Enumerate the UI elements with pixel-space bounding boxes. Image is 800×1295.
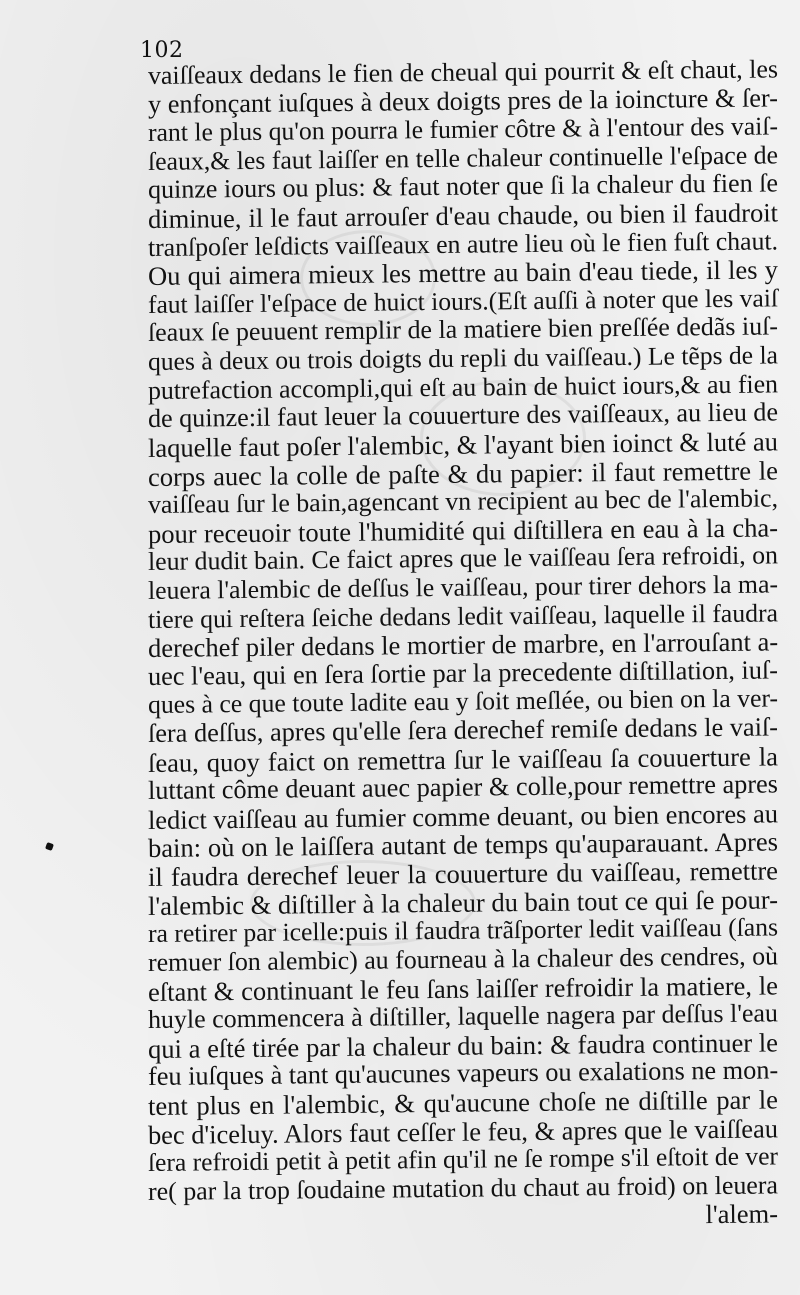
text-line: laquelle faut poſer l'alembic, & l'ayant bien ioinct & luté au (147, 426, 779, 463)
text-line: il faudra derechef leuer la couuerture du vaiſſeau, remettre (147, 855, 779, 893)
catchword: l'alem- (705, 1198, 779, 1230)
text-line: faut laiſſer l'eſpace de huict iours.(Eſt auſſi à noter que les vaiſ (147, 283, 779, 319)
text-line: feu iuſques à tant qu'aucunes vapeurs ou exalations ne mon- (147, 1055, 779, 1092)
text-line: l'alembic & diſtiller à la chaleur du bain tout ce qui ſe pour- (147, 884, 779, 921)
text-line: rant le plus qu'on pourra le fumier côtre & à l'entour des vaiſ- (147, 111, 779, 148)
text-line: corps auec la colle de paſte & du papier: il faut remettre le (147, 454, 779, 492)
text-line: ſera deſſus, apres qu'elle ſera derechef remiſe dedans le vaiſ- (147, 712, 779, 749)
text-line: vaiſſeau ſur le bain,agencant vn recipient au bec de l'alembic, (147, 483, 779, 520)
text-line: ſeaux ſe peuuent remplir de la matiere bien preſſée dedãs iuſ- (147, 311, 779, 348)
text-line: remuer ſon alembic) au fourneau à la chaleur des cendres, où (147, 941, 779, 977)
text-line: ſeaux,& les faut laiſſer en telle chaleur continuelle l'eſpace de (147, 140, 779, 176)
text-line: Ou qui aimera mieux les mettre au bain d'eau tiede, il les y (147, 254, 779, 292)
text-line: ledict vaiſſeau au fumier comme deuant, ou bien encores au (147, 798, 779, 835)
margin-ink-mark (45, 842, 54, 851)
text-line: ſera refroidi petit à petit afin qu'il ne ſe rompe s'il eſtoit de ver (147, 1141, 779, 1178)
text-line: bain: où on le laiſſera autant de temps qu'auparauant. Apres (147, 826, 779, 864)
text-line: ques à ce que toute ladite eau y ſoit meſlée, ou bien on la ver- (147, 683, 779, 720)
body-text (147, 54, 779, 1235)
text-line: bec d'iceluy. Alors faut ceſſer le feu, & apres que le vaiſſeau (147, 1112, 779, 1150)
text-line: ra retirer par icelle:puis il faudra trãſporter ledit vaiſſeau (ſans (147, 912, 779, 949)
text-line: uec l'eau, qui en ſera ſortie par la precedente diſtillation, iuſ- (147, 655, 779, 691)
text-line: luttant côme deuant auec papier & colle,pour remettre apres (147, 769, 779, 806)
text-line: huyle commencera à diſtiller, laquelle nagera par deſſus l'eau (147, 998, 779, 1035)
text-line: diminue, il le faut arrouſer d'eau chaude, ou bien il faudroit (147, 197, 779, 235)
text-line: ſeau, quoy faict on remettra ſur le vaiſſeau ſa couuerture la (147, 741, 779, 778)
text-line: leur dudit bain. Ce faict apres que le vaiſſeau ſera refroidi, on (147, 540, 779, 577)
text-line: vaiſſeaux dedans le fien de cheual qui pourrit & eſt chaut, les (147, 54, 779, 90)
text-line: de quinze:il faut leuer la couuerture des vaiſſeaux, au lieu de (147, 397, 779, 434)
text-line: derechef piler dedans le mortier de marbre, en l'arrouſant a- (147, 626, 779, 664)
text-line: quinze iours ou plus: & faut noter que ſi la chaleur du fien ſe (147, 168, 779, 205)
text-line: putrefaction accompli,qui eſt au bain de huict iours,& au fien (147, 369, 779, 405)
text-line: tranſpoſer leſdicts vaiſſeaux en autre lieu où le fien fuſt chaut. (147, 226, 779, 262)
text-line: pour receuoir toute l'humidité qui diſtillera en eau à la cha- (147, 512, 779, 549)
text-line: tent plus en l'alembic, & qu'aucune choſe ne diſtille par le (147, 1084, 779, 1121)
text-line: eſtant & continuant le feu ſans laiſſer refroidir la matiere, le (147, 969, 779, 1007)
text-line: y enfonçant iuſques à deux doigts pres de la ioincture & ſer- (147, 83, 779, 119)
text-line: re( par la trop ſoudaine mutation du chaut au froid) on leuera (147, 1170, 779, 1206)
text-line: ques à deux ou trois doigts du repli du vaiſſeau.) Le tẽps de la (147, 340, 779, 377)
text-line: tiere qui reſtera ſeiche dedans ledit vaiſſeau, laquelle il faudra (147, 597, 779, 634)
page-number: 102 (140, 38, 184, 63)
text-line: qui a eſté tirée par la chaleur du bain: & faudra continuer le (147, 1027, 779, 1064)
text-line: leuera l'alembic de deſſus le vaiſſeau, pour tirer dehors la ma- (147, 569, 779, 605)
